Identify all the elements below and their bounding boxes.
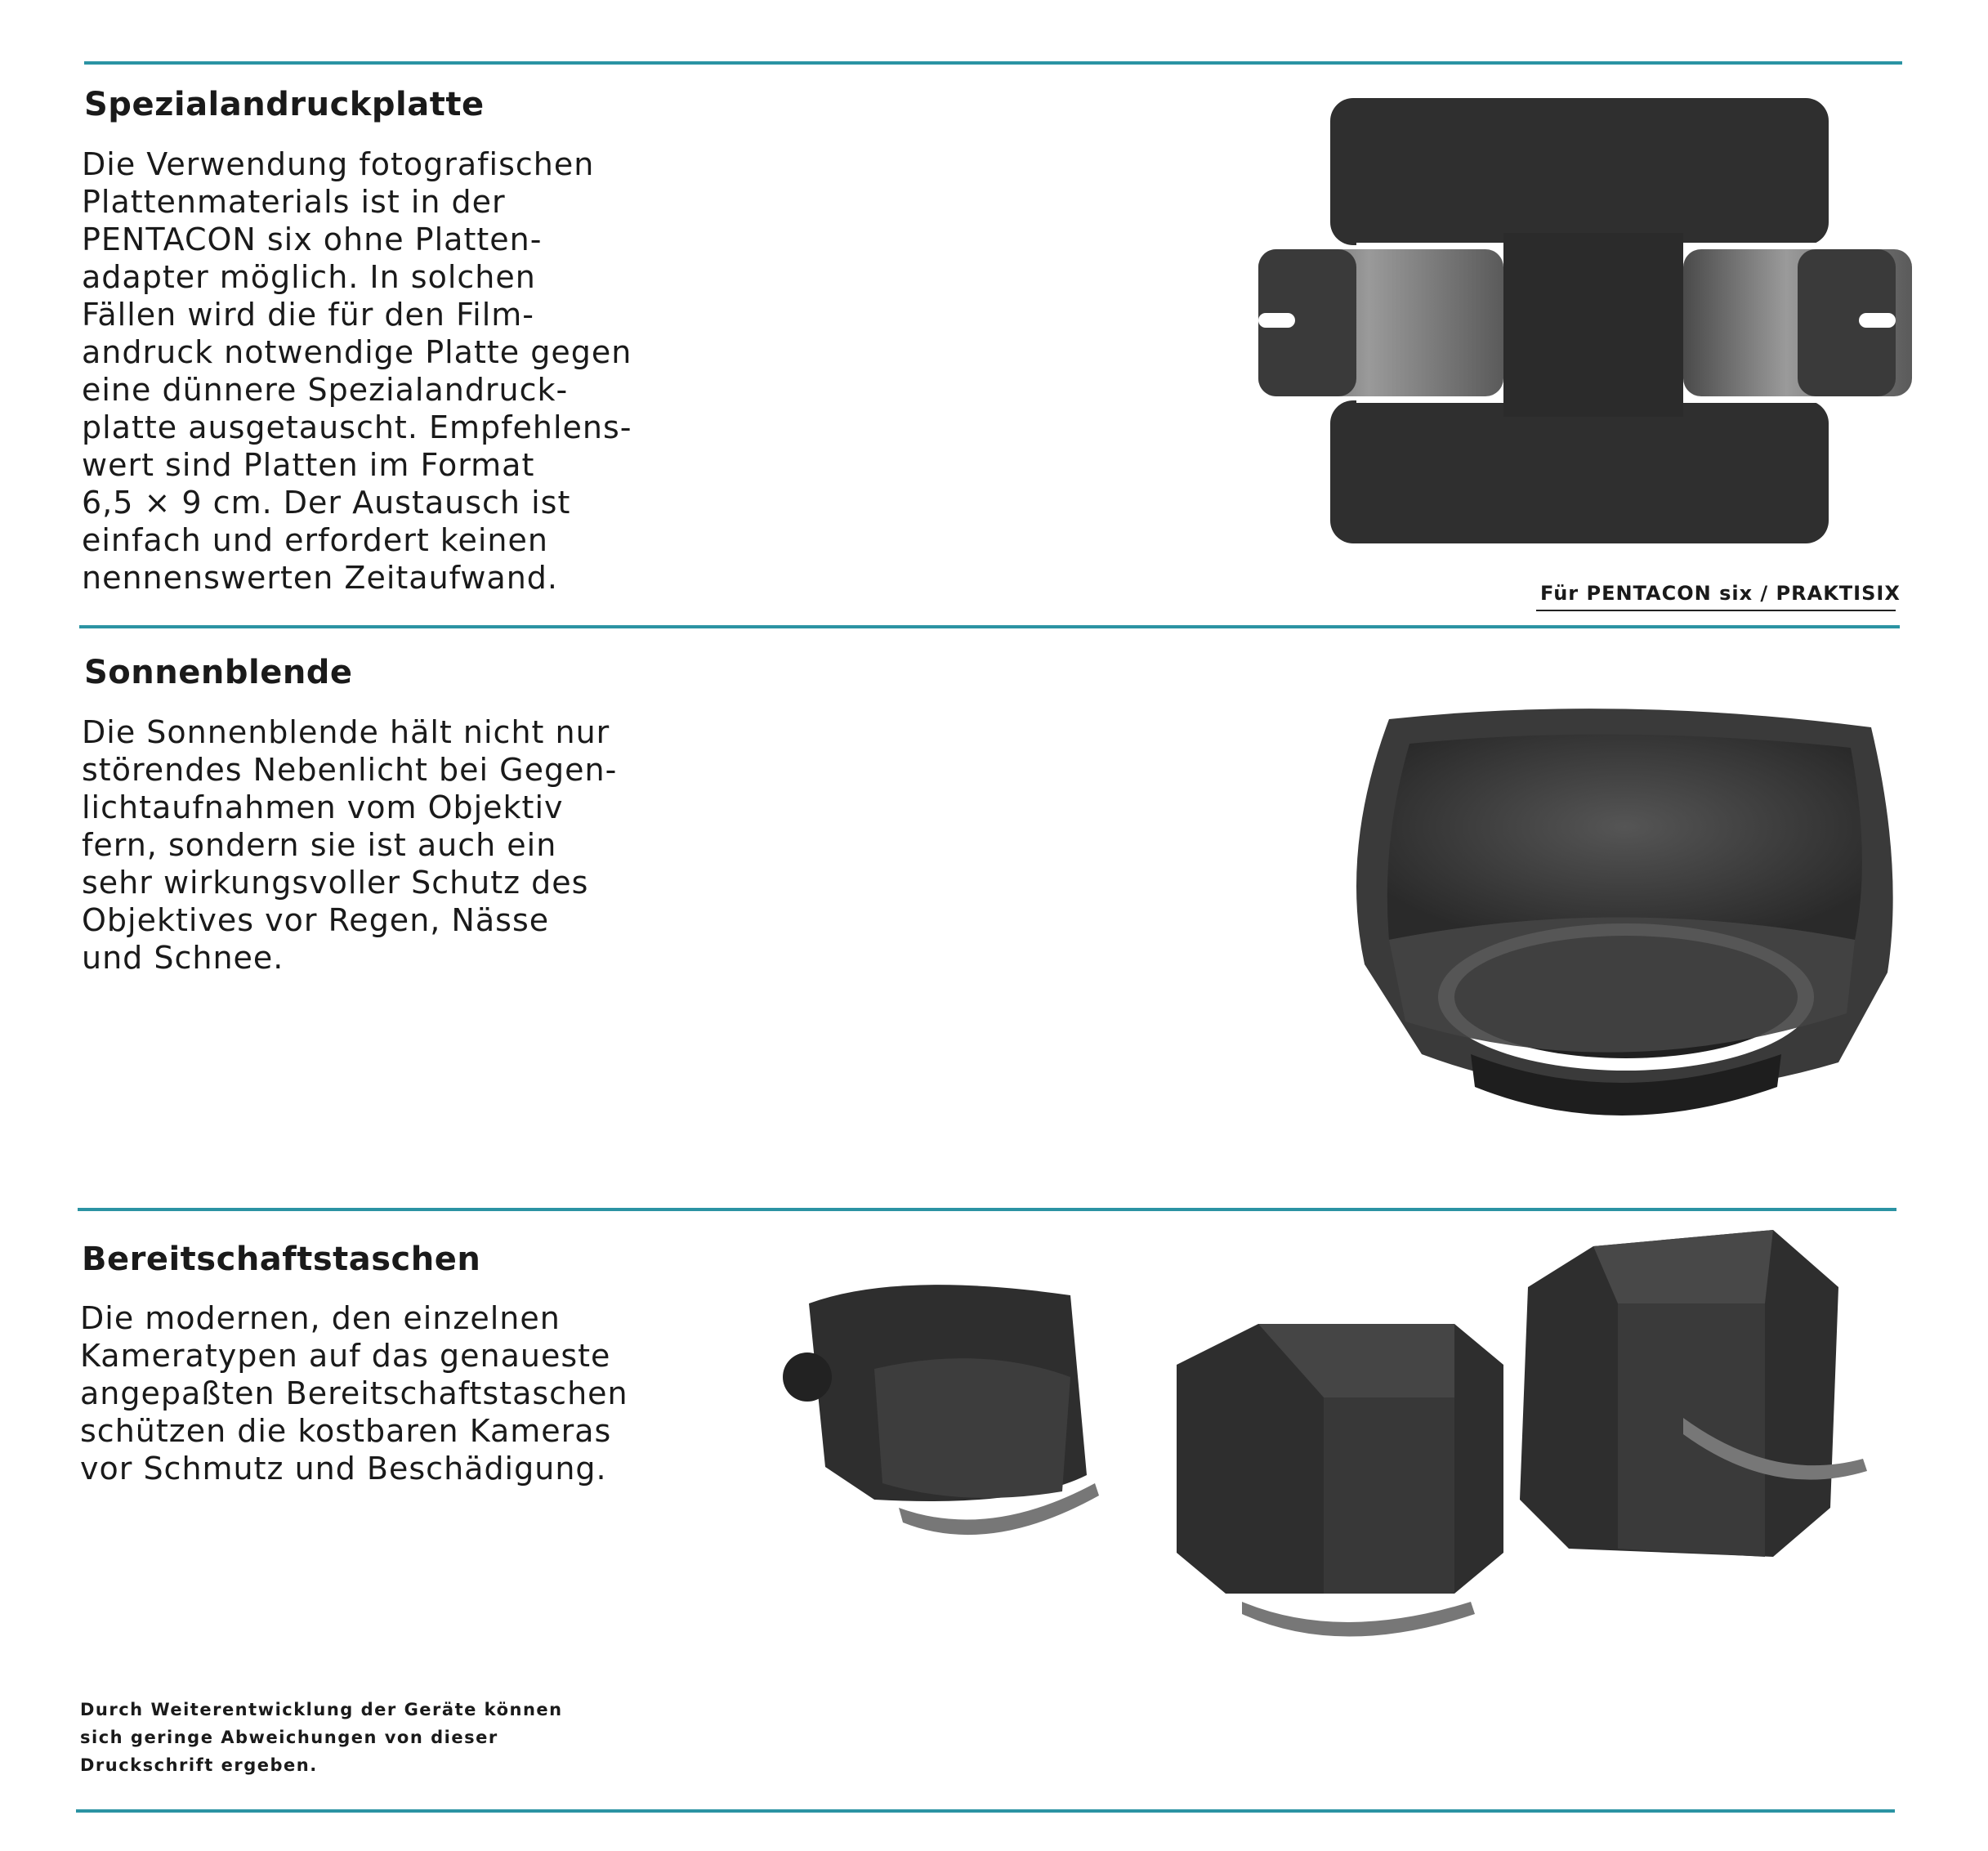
- caption-underline: [1536, 610, 1896, 611]
- lens-hood-image: [1332, 703, 1904, 1144]
- camera-case-image-1: [776, 1263, 1119, 1606]
- section-text-camera-cases: Die modernen, den einzelnen Kameratypen auf das genaueste angepaßten Bereitschaftstaschen schützen die kostbaren Kameras vor Schmutz und Beschädigung.: [80, 1300, 628, 1487]
- section-title-camera-cases: Bereitschaftstaschen: [82, 1241, 481, 1278]
- footnote: Durch Weiterentwicklung der Geräte können sich geringe Abweichungen von dieser Druckschrift ergeben.: [80, 1700, 563, 1775]
- camera-case-image-2: [1160, 1308, 1520, 1651]
- bottom-rule: [76, 1809, 1895, 1813]
- camera-case-image-3: [1495, 1173, 1887, 1630]
- top-rule: [84, 61, 1902, 65]
- section-text-pressure-plate: Die Verwendung fotografischen Plattenmaterials ist in der PENTACON six ohne Platten- adapter möglich. In solchen Fällen wird die für den Film- andruck notwendige Platte gegen eine dünnere Spezialandruck- platte ausgetauscht. Empfehlens- wert sind Platten im Format 6,5 × 9 cm. Der Austausch ist einfach und erfordert keinen nennenswerten Zeitaufwand.: [82, 146, 632, 596]
- section-divider-1: [79, 625, 1900, 628]
- section-title-pressure-plate: Spezialandruckplatte: [84, 86, 485, 123]
- section-text-lens-hood: Die Sonnenblende hält nicht nur störendes Nebenlicht bei Gegen- lichtaufnahmen vom Objektiv fern, sondern sie ist auch ein sehr wirkungsvoller Schutz des Objektives vor Regen, Nässe und Schnee.: [82, 714, 618, 976]
- section-title-lens-hood: Sonnenblende: [84, 654, 353, 691]
- pressure-plate-caption: Für PENTACON six / PRAKTISIX: [1540, 582, 1901, 605]
- pressure-plate-image: [1258, 94, 1896, 552]
